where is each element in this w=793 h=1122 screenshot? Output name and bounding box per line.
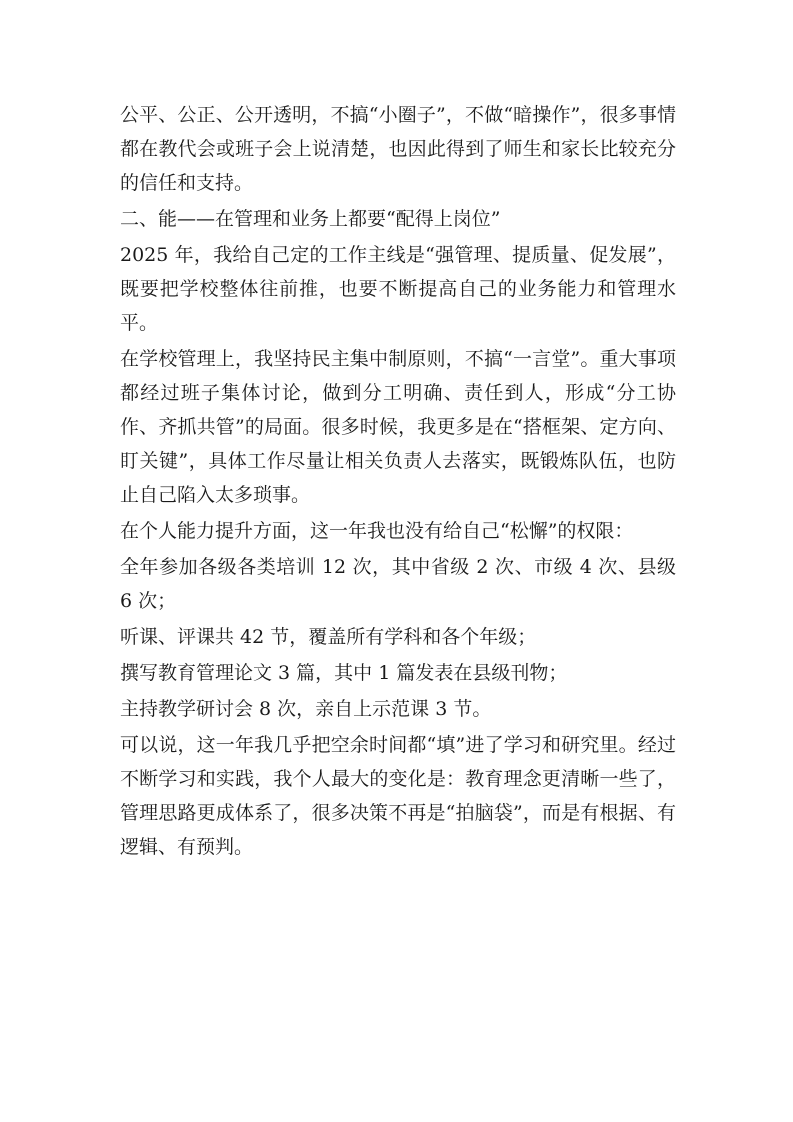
paragraph-school-management: 在学校管理上，我坚持民主集中制原则，不搞“一言堂”。重大事项都经过班子集体讨论，做到分工明确、责任到人，形成“分工协作、齐抓共管”的局面。很多时候，我更多是在“搭框架、定方向、盯关键”，具体工作尽量让相关负责人去落实，既锻炼队伍，也防止自己陷入太多琐事。 [120,348,676,506]
paragraph-summary: 可以说，这一年我几乎把空余时间都“填”进了学习和研究里。经过不断学习和实践，我个人最大的变化是：教育理念更清晰一些了，管理思路更成体系了，很多决策不再是“拍脑袋”，而是有根据、有逻辑、有预判。 [120,734,676,858]
list-item-training: 全年参加各级各类培训 12 次，其中省级 2 次、市级 4 次、县级 6 次； [120,556,676,612]
list-item-papers: 撰写教育管理论文 3 篇，其中 1 篇发表在县级刊物； [120,662,568,684]
paragraph-fairness: 公平、公正、公开透明，不搞“小圈子”，不做“暗操作”，很多事情都在教代会或班子会上说清楚，也因此得到了师生和家长比较充分的信任和支持。 [120,104,676,194]
paragraph-work-mainline: 2025 年，我给自己定的工作主线是“强管理、提质量、促发展”，既要把学校整体往前推，也要不断提高自己的业务能力和管理水平。 [120,244,676,334]
list-item-seminars: 主持教学研讨会 8 次，亲自上示范课 3 节。 [120,698,492,720]
list-item-lesson-review: 听课、评课共 42 节，覆盖所有学科和各个年级； [120,626,537,648]
document-body [120,98,676,866]
paragraph-ability-intro: 在个人能力提升方面，这一年我也没有给自己“松懈”的权限： [120,520,634,542]
section-heading-ability: 二、能——在管理和业务上都要“配得上岗位” [120,208,501,230]
